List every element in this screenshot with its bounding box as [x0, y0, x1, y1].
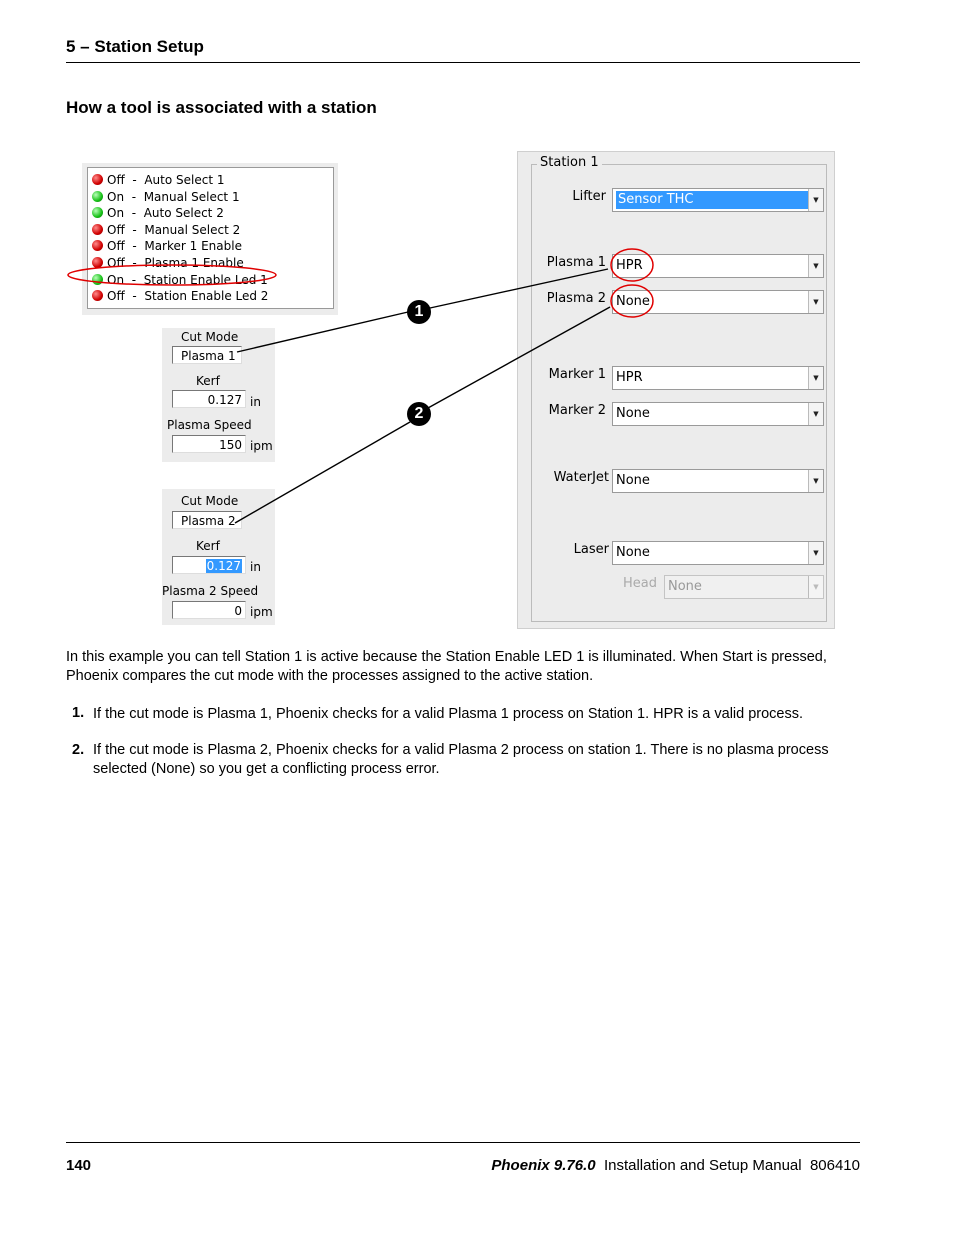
plasma-1-highlight-ellipse: [611, 249, 653, 281]
station-enable-highlight-ellipse: [68, 265, 276, 285]
led-row: Off - Plasma 1 Enable: [92, 255, 244, 271]
footer-title: [491, 1157, 860, 1174]
document-number: 806410: [809, 1157, 860, 1174]
chevron-down-icon: ▼: [808, 576, 823, 598]
cut-mode-field[interactable]: Plasma 2: [172, 511, 242, 529]
plasma-2-select[interactable]: None ▼: [612, 290, 824, 314]
led-row: Off - Marker 1 Enable: [92, 238, 242, 254]
head-select: None ▼: [664, 575, 824, 599]
plasma-2-speed-label: Plasma 2 Speed: [162, 584, 259, 598]
page-number: 140: [66, 1157, 92, 1174]
kerf-input[interactable]: 0.127: [172, 390, 246, 408]
plasma-1-select[interactable]: HPR ▼: [612, 254, 824, 278]
intro-paragraph: In this example you can tell Station 1 is active because the Station Enable LED 1 is illuminated. When Start is pressed, Phoenix compares the cut mode with the processes assigned to the active station.: [66, 649, 827, 684]
plasma-speed-input[interactable]: 150: [172, 435, 246, 453]
plasma-speed-label: Plasma Speed: [167, 418, 252, 432]
led-row: On - Manual Select 1: [92, 189, 240, 205]
speed-unit: ipm: [250, 605, 273, 619]
chevron-down-icon[interactable]: ▼: [808, 255, 823, 277]
product-name: Phoenix 9.76.0: [491, 1157, 596, 1174]
led-row: On - Auto Select 2: [92, 205, 224, 221]
leader-line-2b: [428, 307, 610, 408]
station-title: Station 1: [537, 155, 602, 170]
waterjet-select[interactable]: None ▼: [612, 469, 824, 493]
led-row: Off - Auto Select 1: [92, 172, 225, 188]
leader-line-1: [237, 312, 408, 352]
chevron-down-icon[interactable]: ▼: [808, 542, 823, 564]
list-item-number: 1.: [72, 705, 85, 721]
plasma-1-label: Plasma 1: [546, 255, 606, 270]
kerf-label: Kerf: [196, 539, 220, 553]
chevron-down-icon[interactable]: ▼: [808, 470, 823, 492]
marker-1-label: Marker 1: [548, 367, 606, 382]
leader-line-1b: [430, 269, 608, 308]
section-header: 5 – Station Setup: [66, 37, 204, 56]
leader-line-2: [235, 422, 410, 523]
cut-mode-field[interactable]: Plasma 1: [172, 346, 242, 364]
waterjet-label: WaterJet: [553, 470, 609, 485]
callout-number-1: 1: [407, 300, 431, 324]
lifter-select[interactable]: Sensor THC ▼: [612, 188, 824, 212]
kerf-label: Kerf: [196, 374, 220, 388]
plasma-2-highlight-ellipse: [611, 285, 653, 317]
led-row: Off - Station Enable Led 2: [92, 288, 268, 304]
list-item-text: If the cut mode is Plasma 2, Phoenix checks for a valid Plasma 2 process on station 1. There is no plasma process selected (None) so you get a conflicting process error.: [93, 742, 829, 777]
plasma-2-speed-input[interactable]: 0: [172, 601, 246, 619]
callout-number-2: 2: [407, 402, 431, 426]
plasma-2-label: Plasma 2: [546, 291, 606, 306]
marker-2-select[interactable]: None ▼: [612, 402, 824, 426]
chevron-down-icon[interactable]: ▼: [808, 291, 823, 313]
list-item-number: 2.: [72, 742, 85, 758]
footer-rule: [66, 1142, 860, 1143]
cut-mode-label: Cut Mode: [181, 494, 239, 508]
head-label: Head: [623, 576, 657, 591]
chevron-down-icon[interactable]: ▼: [808, 189, 823, 211]
kerf-unit: in: [250, 395, 261, 409]
led-row-station-enable-1: On - Station Enable Led 1: [92, 272, 268, 288]
kerf-selected-text: 0.127: [206, 559, 241, 573]
laser-select[interactable]: None ▼: [612, 541, 824, 565]
kerf-unit: in: [250, 560, 261, 574]
chevron-down-icon[interactable]: ▼: [808, 403, 823, 425]
manual-title: Installation and Setup Manual: [603, 1157, 802, 1174]
laser-label: Laser: [573, 542, 609, 557]
speed-unit: ipm: [250, 439, 273, 453]
cut-mode-label: Cut Mode: [181, 330, 239, 344]
section-title: How a tool is associated with a station: [66, 98, 377, 117]
chevron-down-icon[interactable]: ▼: [808, 367, 823, 389]
marker-2-label: Marker 2: [548, 403, 606, 418]
led-row: Off - Manual Select 2: [92, 222, 240, 238]
lifter-label: Lifter: [572, 189, 606, 204]
marker-1-select[interactable]: HPR ▼: [612, 366, 824, 390]
list-item-text: If the cut mode is Plasma 1, Phoenix checks for a valid Plasma 1 process on Station 1. HPR is a valid process.: [93, 706, 804, 722]
